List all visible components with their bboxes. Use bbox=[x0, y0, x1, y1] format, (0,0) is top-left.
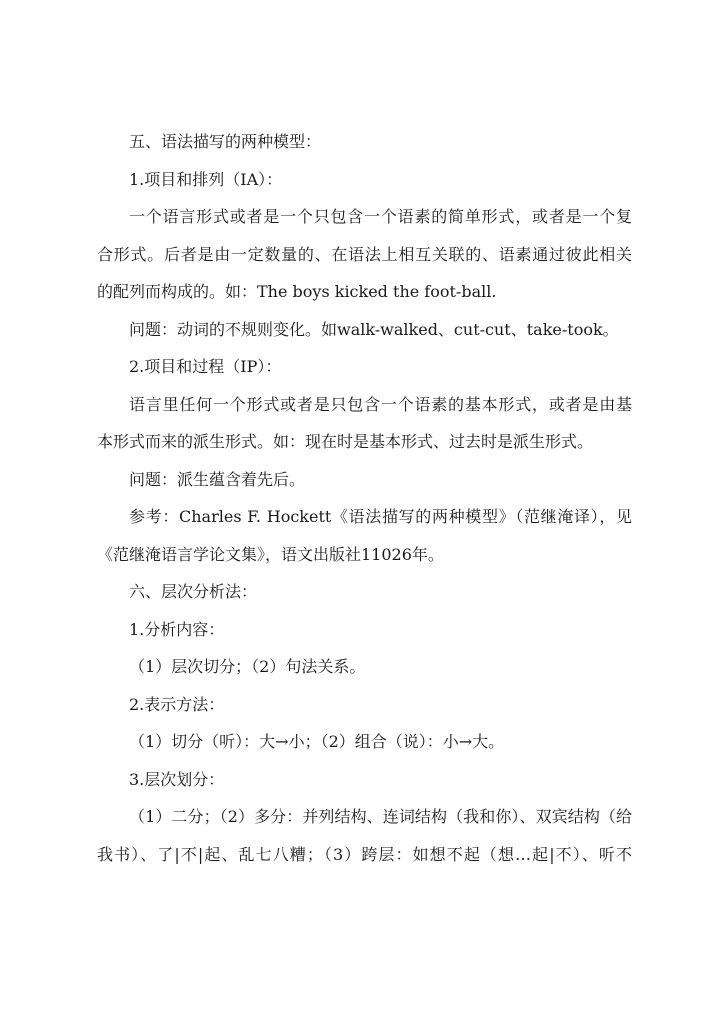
content-items: （1）层次切分；（2）句法关系。 bbox=[129, 657, 366, 676]
ip-heading: 2.项目和过程（IP）： bbox=[129, 357, 282, 376]
section-five-heading: 五、语法描写的两种模型： bbox=[129, 132, 322, 151]
section-six-heading: 六、层次分析法： bbox=[129, 582, 258, 601]
reference-line: 《范继淹语言学论文集》，语文出版社11026年。 bbox=[97, 544, 444, 564]
division-paragraph-line: 我书）、了|不|起、乱七八糟；（3）跨层：如想不起（想…起|不）、听不 bbox=[97, 844, 632, 864]
ip-paragraph-line: 语言里任何一个形式或者是只包含一个语素的基本形式，或者是由基 bbox=[129, 394, 632, 414]
method-items: （1）切分（听）：大→小；（2）组合（说）：小→大。 bbox=[129, 732, 505, 751]
content-heading: 1.分析内容： bbox=[129, 619, 225, 639]
reference-line: 参考：Charles F. Hockett《语法描写的两种模型》（范继淹译），见 bbox=[129, 507, 632, 526]
division-heading: 3.层次划分： bbox=[129, 769, 225, 789]
reference bbox=[97, 507, 632, 565]
ip-paragraph bbox=[97, 395, 632, 453]
ia-paragraph-line: 合形式。后者是由一定数量的、在语法上相互关联的、语素通过彼此相关 bbox=[97, 244, 632, 264]
ia-heading: 1.项目和排列（IA）： bbox=[129, 169, 283, 189]
ia-paragraph-line: 一个语言形式或者是一个只包含一个语素的简单形式，或者是一个复 bbox=[129, 207, 632, 226]
division-paragraph-line: （1）二分；（2）多分：并列结构、连词结构（我和你）、双宾结构（给 bbox=[129, 807, 632, 826]
ia-paragraph-line: 的配列而构成的。如：The boys kicked the foot-ball. bbox=[97, 282, 497, 301]
division-paragraph bbox=[97, 807, 632, 865]
method-heading: 2.表示方法： bbox=[129, 694, 225, 714]
document-page bbox=[97, 132, 632, 865]
ip-paragraph-line: 本形式而来的派生形式。如：现在时是基本形式、过去时是派生形式。 bbox=[97, 432, 594, 451]
ia-problem: 问题：动词的不规则变化。如walk-walked、cut-cut、take-took。 bbox=[129, 319, 619, 339]
ip-problem: 问题：派生蕴含着先后。 bbox=[129, 469, 306, 489]
ia-paragraph bbox=[97, 207, 632, 302]
